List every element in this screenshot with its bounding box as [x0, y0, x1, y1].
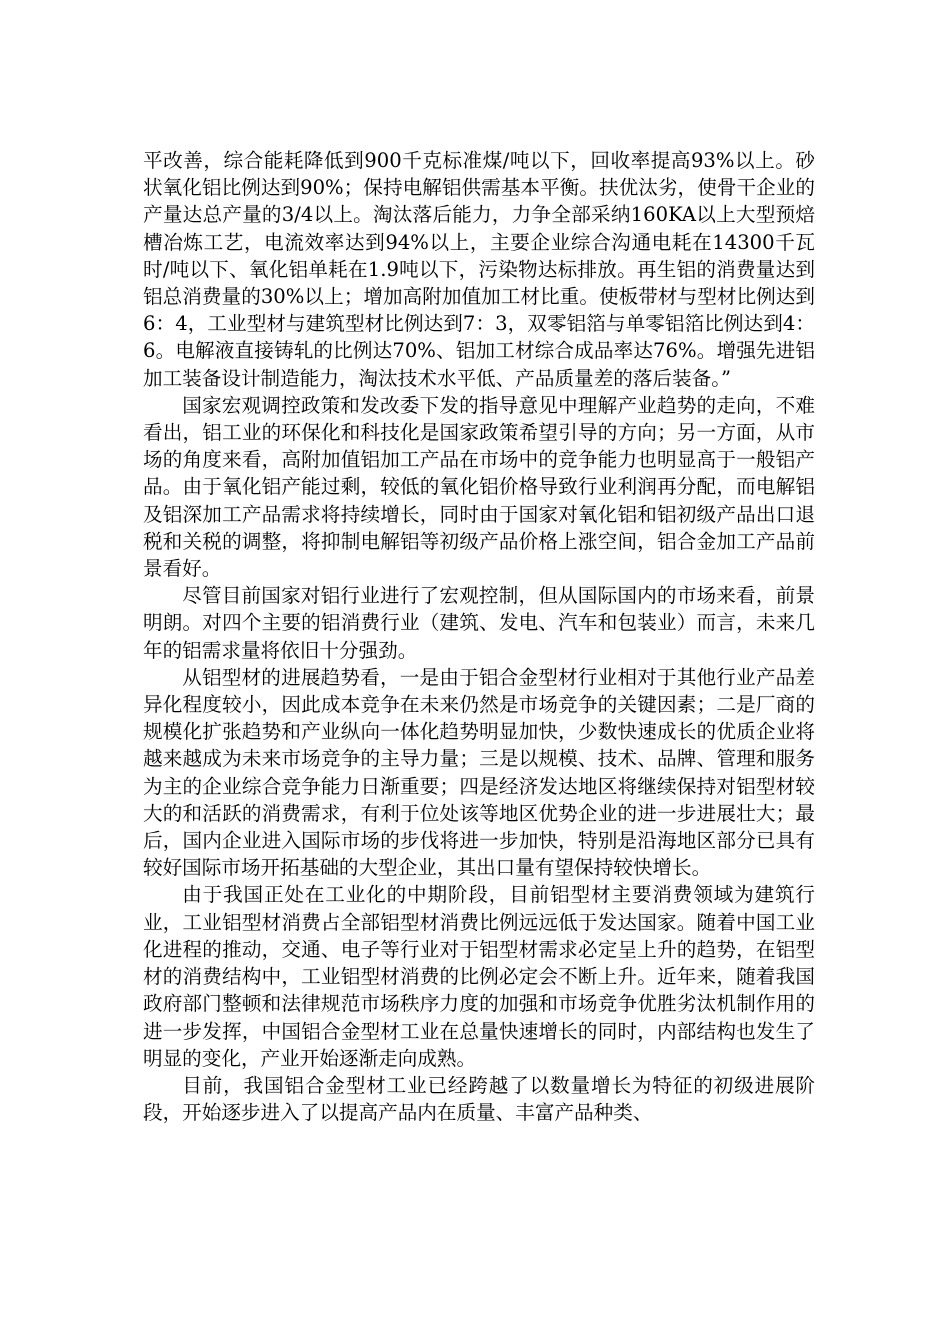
paragraph-4: 从铝型材的进展趋势看，一是由于铝合金型材行业相对于其他行业产品差异化程度较小，因此成本竞争在未来仍然是市场竞争的关键因素；二是厂商的规模化扩张趋势和产业纵向一体化趋势明显加快，少数快速成长的优质企业将越来越成为未来市场竞争的主导力量；三是以规模、技术、品牌、管理和服务为主的企业综合竞争能力日渐重要；四是经济发达地区将继续保持对铝型材较大的和活跃的消费需求，有利于位处该等地区优势企业的进一步进展壮大；最后，国内企业进入国际市场的步伐将进一步加快，特别是沿海地区部分已具有较好国际市场开拓基础的大型企业，其出口量有望保持较快增长。: [143, 665, 815, 880]
paragraph-1: 平改善，综合能耗降低到900千克标准煤/吨以下，回收率提高93%以上。砂状氧化铝比例达到90%；保持电解铝供需基本平衡。扶优汰劣，使骨干企业的产量达总产量的3/4以上。淘汰落后能力，力争全部采纳160KA以上大型预焙槽冶炼工艺，电流效率达到94%以上，主要企业综合沟通电耗在14300千瓦时/吨以下、氧化铝单耗在1.9吨以下，污染物达标排放。再生铝的消费量达到铝总消费量的30%以上；增加高附加值加工材比重。使板带材与型材比例达到6：4，工业型材与建筑型材比例达到7：3，双零铝箔与单零铝箔比例达到4：6。电解液直接铸轧的比例达70%、铝加工材综合成品率达76%。增强先进铝加工装备设计制造能力，淘汰技术水平低、产品质量差的落后装备。”: [143, 149, 815, 390]
paragraph-6: 目前，我国铝合金型材工业已经跨越了以数量增长为特征的初级进展阶段，开始逐步进入了以提高产品内在质量、丰富产品种类、: [143, 1073, 815, 1125]
paragraph-3: 尽管目前国家对铝行业进行了宏观控制，但从国际国内的市场来看，前景明朗。对四个主要的铝消费行业（建筑、发电、汽车和包装业）而言，未来几年的铝需求量将依旧十分强劲。: [143, 584, 815, 662]
paragraph-2: 国家宏观调控政策和发改委下发的指导意见中理解产业趋势的走向，不难看出，铝工业的环保化和科技化是国家政策希望引导的方向；另一方面，从市场的角度来看，高附加值铝加工产品在市场中的竞争能力也明显高于一般铝产品。由于氧化铝产能过剩，较低的氧化铝价格导致行业利润再分配，而电解铝及铝深加工产品需求将持续增长，同时由于国家对氧化铝和铝初级产品出口退税和关税的调整，将抑制电解铝等初级产品价格上涨空间，铝合金加工产品前景看好。: [143, 393, 815, 581]
paragraph-5: 由于我国正处在工业化的中期阶段，目前铝型材主要消费领域为建筑行业，工业铝型材消费占全部铝型材消费比例远远低于发达国家。随着中国工业化进程的推动，交通、电子等行业对于铝型材需求必定呈上升的趋势，在铝型材的消费结构中，工业铝型材消费的比例必定会不断上升。近年来，随着我国政府部门整顿和法律规范市场秩序力度的加强和市场竞争优胜劣汰机制作用的进一步发挥，中国铝合金型材工业在总量快速增长的同时，内部结构也发生了明显的变化，产业开始逐渐走向成熟。: [143, 883, 815, 1070]
document-body: [143, 147, 815, 1126]
